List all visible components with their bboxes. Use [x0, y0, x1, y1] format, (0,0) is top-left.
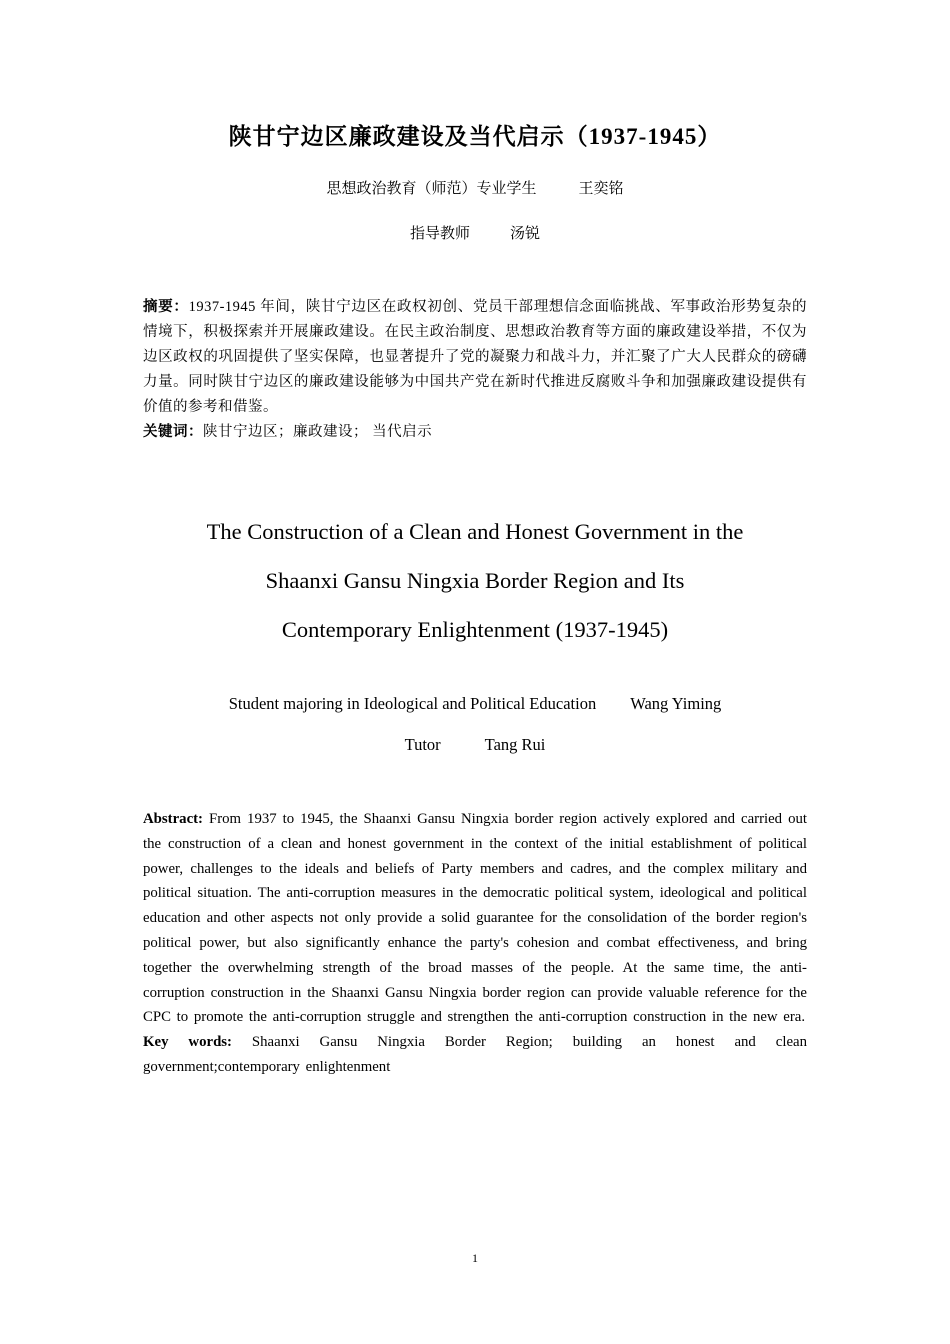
chinese-author-name: 王奕铭 [578, 181, 624, 197]
english-student-name: Wang Yiming [630, 694, 722, 713]
english-title-line1: The Construction of a Clean and Honest Government in the [206, 519, 744, 544]
chinese-keywords-label: 关键词： [143, 424, 203, 440]
chinese-abstract-text: 1937-1945 年间，陕甘宁边区在政权初创、党员干部理想信念面临挑战、军事政治形势复杂的情境下，积极探索并开展廉政建设。在民主政治制度、思想政治教育等方面的廉政建设举措，不仅为边区政权的巩固提供了坚实保障，也显著提升了党的凝聚力和战斗力，并汇聚了广大人民群众的磅礴力量。同时陕甘宁边区的廉政建设能够为中国共产党在新时代推进反腐败斗争和加强廉政建设提供有价值的参考和借鉴。 [143, 299, 808, 415]
page-number: 1 [472, 1251, 478, 1265]
english-abstract [143, 807, 807, 1030]
english-abstract-label: Abstract: [143, 811, 203, 827]
english-tutor-line [143, 735, 807, 755]
english-title [143, 507, 807, 654]
english-student-label: Student majoring in Ideological and Political Education [228, 694, 597, 713]
english-keywords [143, 1030, 807, 1080]
english-abstract-text: From 1937 to 1945, the Shaanxi Gansu Ningxia border region actively explored and carried out the construction of a clean and honest government in the context of the initial establishment of political power, challenges to the ideals and beliefs of Party members and cadres, and the complex military and political situation. The anti-corruption measures in the democratic political system, ideological and political education and other aspects not only provide a solid guarantee for the consolidation of the border region's political power, but also significantly enhance the party's cohesion and combat effectiveness, and bring together the overwhelming strength of the broad masses of the people. At the same time, the anti-corruption construction in the Shaanxi Gansu Ningxia border region can provide valuable reference for the CPC to promote the anti-corruption struggle and strengthen the anti-corruption construction in the new era. [143, 811, 807, 1026]
chinese-title: 陕甘宁边区廉政建设及当代启示（1937-1945） [228, 124, 722, 149]
chinese-abstract [143, 295, 807, 420]
chinese-tutor-label: 指导教师 [409, 226, 470, 242]
english-student-line [143, 694, 807, 714]
english-keywords-label: Key words: [143, 1034, 232, 1051]
chinese-author-label: 思想政治教育（师范）专业学生 [326, 181, 537, 197]
chinese-keywords-text: 陕甘宁边区；廉政建设； 当代启示 [203, 424, 433, 440]
chinese-tutor-line [143, 222, 807, 243]
chinese-abstract-label: 摘要： [143, 299, 189, 315]
chinese-author-line [143, 177, 807, 198]
english-keywords-text: Shaanxi Gansu Ningxia Border Region; building an honest and clean government;contemporary enlightenment [143, 1034, 807, 1075]
chinese-keywords [143, 420, 807, 445]
chinese-tutor-name: 汤锐 [510, 226, 541, 242]
english-tutor-name: Tang Rui [484, 735, 546, 754]
english-title-line3: Contemporary Enlightenment (1937-1945) [281, 617, 669, 642]
english-title-line2: Shaanxi Gansu Ningxia Border Region and Its [265, 568, 685, 593]
english-tutor-label: Tutor [404, 735, 441, 754]
